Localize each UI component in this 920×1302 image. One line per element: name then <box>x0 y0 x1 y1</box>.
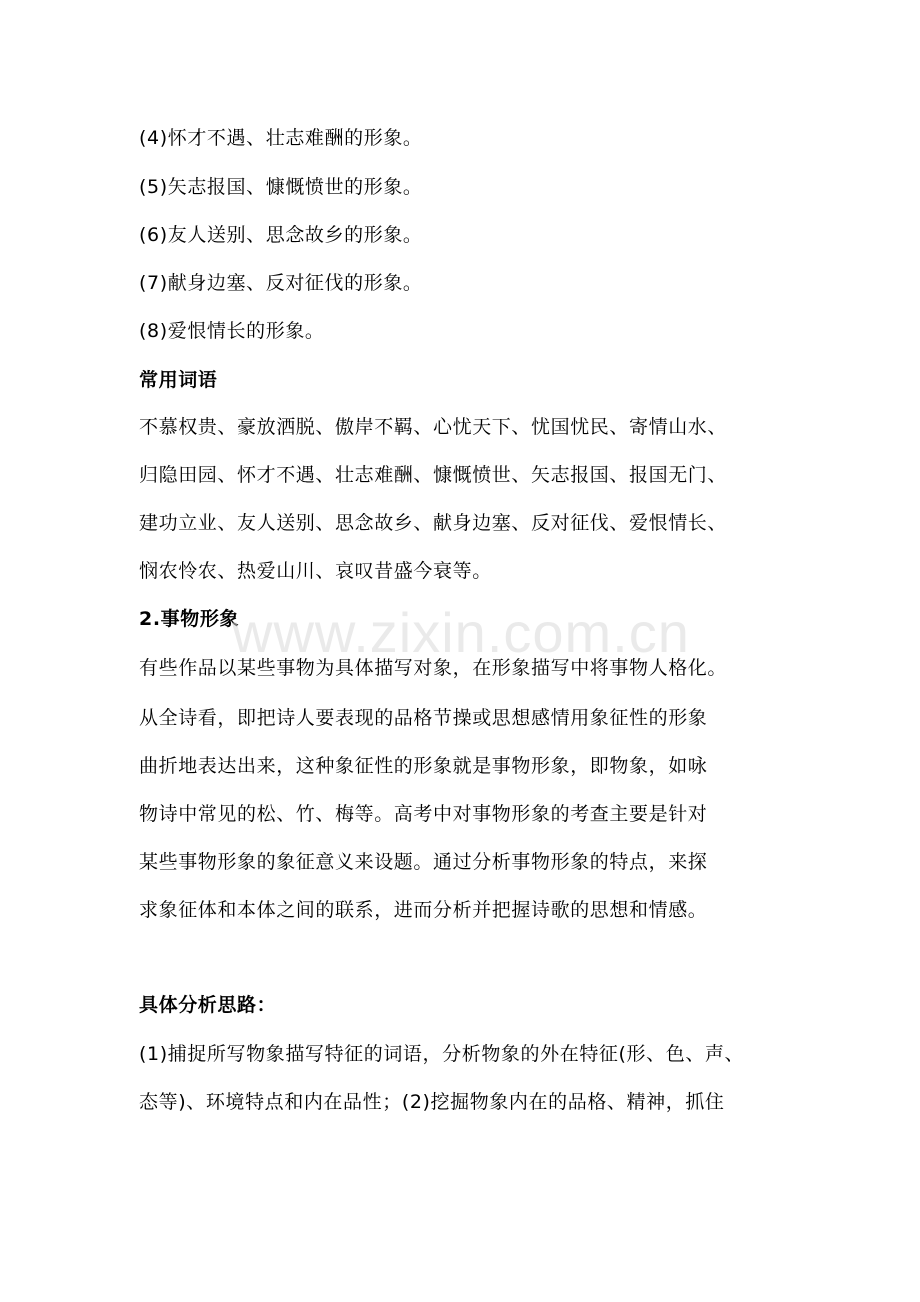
section-2-heading: 2.事物形象 <box>139 608 240 630</box>
analysis-line: 态等)、环境特点和内在品性；(2)挖掘物象内在的品格、精神，抓住 <box>139 1091 725 1113</box>
watermark: www.zixin.com.cn <box>232 601 690 664</box>
paragraph-line: 物诗中常见的松、竹、梅等。高考中对事物形象的考查主要是针对 <box>139 803 708 825</box>
analysis-heading: 具体分析思路： <box>139 994 277 1016</box>
paragraph-line: 某些事物形象的象征意义来设题。通过分析事物形象的特点，来探 <box>139 851 708 873</box>
list-item-7: (7)献身边塞、反对征伐的形象。 <box>139 272 423 294</box>
common-words-line: 归隐田园、怀才不遇、壮志难酬、慷慨愤世、矢志报国、报国无门、 <box>139 464 728 486</box>
list-item-6: (6)友人送别、思念故乡的形象。 <box>139 224 423 246</box>
list-item-5: (5)矢志报国、慷慨愤世的形象。 <box>139 176 423 198</box>
paragraph-line: 从全诗看，即把诗人要表现的品格节操或思想感情用象征性的形象 <box>139 707 708 729</box>
common-words-line: 不慕权贵、豪放洒脱、傲岸不羁、心忧天下、忧国忧民、寄情山水、 <box>139 416 728 438</box>
list-item-4: (4)怀才不遇、壮志难酬的形象。 <box>139 127 423 149</box>
paragraph-line: 曲折地表达出来，这种象征性的形象就是事物形象，即物象，如咏 <box>139 755 708 777</box>
paragraph-line: 求象征体和本体之间的联系，进而分析并把握诗歌的思想和情感。 <box>139 899 708 921</box>
analysis-line: (1)捕捉所写物象描写特征的词语，分析物象的外在特征(形、色、声、 <box>139 1043 745 1065</box>
common-words-heading: 常用词语 <box>139 369 218 391</box>
common-words-line: 悯农怜农、热爱山川、哀叹昔盛今衰等。 <box>139 560 492 582</box>
paragraph-line: 有些作品以某些事物为具体描写对象，在形象描写中将事物人格化。 <box>139 657 728 679</box>
list-item-8: (8)爱恨情长的形象。 <box>139 320 325 342</box>
common-words-line: 建功立业、友人送别、思念故乡、献身边塞、反对征伐、爱恨情长、 <box>139 512 728 534</box>
